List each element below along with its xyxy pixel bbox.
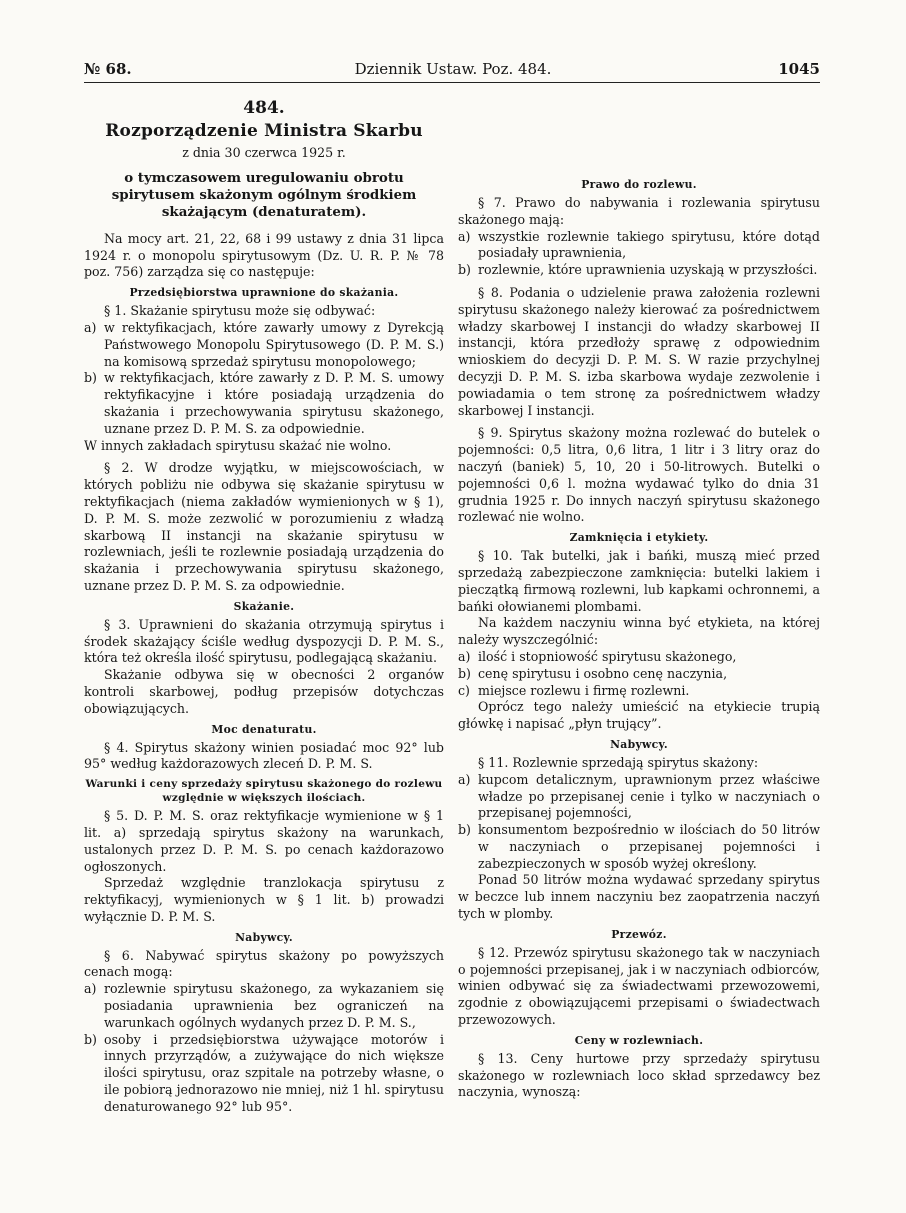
list-label: b) <box>458 822 471 838</box>
preamble: Na mocy art. 21, 22, 68 i 99 ustawy z dnia 31 lipca 1924 r. o monopolu spirytusowym (Dz. U. R. P. № 78 poz. 756) zarządza się co następuje: <box>84 230 444 280</box>
paragraph-6-intro: § 6. Nabywać spirytus skażony po powyższych cenach mogą: <box>84 947 444 980</box>
list-label: b) <box>458 665 471 681</box>
list-label: a) <box>84 981 97 997</box>
list-item <box>458 262 820 279</box>
list-item <box>458 229 820 263</box>
paragraph-2: § 2. W drodze wyjątku, w miejscowościach, w których pobliżu nie odbywa się skażanie spirytusu w rektyfikacjach (niema zakładów wymienionych w § 1), D. P. M. S. może zezwolić w porozumieniu z władzą skarbową II instancji na skażanie spirytusu w rozlewniach, jeśli te rozlewnie posiadają urządzenia do skażania i przechowywania spirytusu skażonego, uznane przez D. P. M. S. za odpowiednie. <box>84 460 444 593</box>
section-heading-buyers-1: Nabywcy. <box>235 930 293 944</box>
list-item <box>458 772 820 822</box>
section-heading-prices: Ceny w rozlewniach. <box>574 1033 704 1047</box>
paragraph-11-tail: Ponad 50 litrów można wydawać sprzedany spirytus w beczce lub innem naczyniu bez zaopatrzenia naczyń tych w plomby. <box>458 872 820 922</box>
paragraph-12: § 12. Przewóz spirytusu skażonego tak w naczyniach o pojemności przepisanej, jak i w naczyniach odbiorców, winien odbywać się za świadectwami przewozowemi, zgodnie z obowiązującemi przepisami o świadectwach przewozowych. <box>458 944 820 1028</box>
section-heading-transport: Przewóz. <box>611 927 667 941</box>
section-heading-strength: Moc denaturatu. <box>211 722 317 736</box>
list-item <box>84 320 444 370</box>
regulation-subject: o tymczasowem uregulowaniu obrotu spirytusem skażonym ogólnym środkiem skażającym (denaturatem). <box>111 169 417 220</box>
paragraph-10-a1: ilość i stopniowość spirytusu skażonego, <box>478 648 737 664</box>
list-item <box>84 370 444 437</box>
paragraph-1-a: w rektyfikacjach, które zawarły umowy z Dyrekcją Państwowego Monopolu Spirytusowego (D. P. M. S.) na komisową sprzedaż spirytusu monopolowego; <box>104 319 444 369</box>
section-heading-enterprises: Przedsiębiorstwa uprawnione do skażania. <box>129 286 399 300</box>
list-item <box>458 683 820 700</box>
paragraph-10-b1: cenę spirytusu i osobno cenę naczynia, <box>478 665 728 681</box>
paragraph-9: § 9. Spirytus skażony można rozlewać do butelek o pojemności: 0,5 litra, 0,6 litra, 1 litr i 3 litry oraz do naczyń (baniek) 5, 10, 20 i 50-litrowych. Butelki o pojemności 0,6 l. można wydawać tylko do dnia 31 grudnia 1925 r. Do innych naczyń spirytusu skażonego rozlewać nie wolno. <box>458 425 820 525</box>
paragraph-1-tail: W innych zakładach spirytusu skażać nie wolno. <box>84 437 392 453</box>
list-label: b) <box>458 262 471 278</box>
right-column <box>458 94 820 1204</box>
list-item <box>458 666 820 683</box>
paragraph-11-a: kupcom detalicznym, uprawnionym przez właściwe władze po przepisanej cenie i tylko w naczyniach o przepisanej pojemności, <box>478 771 820 821</box>
paragraph-6-a: rozlewnie spirytusu skażonego, za wykazaniem się posiadania uprawnienia bez ograniczeń na warunkach ogólnych wydanych przez D. P. M. S., <box>104 981 444 1030</box>
list-label: a) <box>84 319 97 335</box>
journal-issue-number: № 68. <box>84 60 132 78</box>
paragraph-7-b: rozlewnie, które uprawnienia uzyskają w przyszłości. <box>478 262 818 278</box>
section-heading-bottling: Prawo do rozlewu. <box>581 178 697 191</box>
paragraph-7-intro: § 7. Prawo do nabywania i rozlewania spirytusu skażonego mają: <box>458 195 820 227</box>
paragraph-4: § 4. Spirytus skażony winien posiadać moc 92° lub 95° według każdorazowych zleceń D. P. M. S. <box>84 739 444 772</box>
page-number: 1045 <box>778 60 820 78</box>
section-heading-denaturing: Skażanie. <box>233 599 295 613</box>
paragraph-10-c1: miejsce rozlewu i firmę rozlewni. <box>478 682 690 698</box>
paragraph-8: § 8. Podania o udzielenie prawa założenia rozlewni spirytusu skażonego należy kierować za pośrednictwem władzy skarbowej I instancji do władzy skarbowej II instancji, która przedłoży sprawę z odpowiednim wnioskiem do decyzji D. P. M. S. W razie przychylnej decyzji D. P. M. S. izba skarbowa wydaje zezwolenie i powiadamia o tem stronę za pośrednictwem władzy skarbowej I instancji. <box>458 284 820 418</box>
list-label: b) <box>84 1031 97 1047</box>
section-heading-buyers-2: Nabywcy. <box>610 737 668 751</box>
list-item <box>458 822 820 872</box>
list-item <box>458 649 820 666</box>
list-label: c) <box>458 682 470 698</box>
section-heading-terms: Warunki i ceny sprzedaży spirytusu skażonego do rozlewu względnie w większych ilościach. <box>85 778 443 804</box>
paragraph-10-c: Oprócz tego należy umieścić na etykiecie trupią główkę i napisać „płyn trujący”. <box>458 699 820 732</box>
left-column <box>84 94 444 1204</box>
paragraph-3-b: Skażanie odbywa się w obecności 2 organów kontroli skarbowej, podług przepisów dotychczas obowiązujących. <box>84 667 444 716</box>
regulation-number: 484. <box>243 98 285 118</box>
paragraph-10: § 10. Tak butelki, jak i bańki, muszą mieć przed sprzedażą zabezpieczone zamknięcia: butelki lakiem i pieczątką firmową rozlewni, lub kapkami ochronnemi, a bańki ołowianemi plombami. <box>458 548 820 614</box>
list-item <box>84 981 444 1031</box>
paragraph-1-intro: § 1. Skażanie spirytusu może się odbywać: <box>104 303 376 319</box>
list-label: a) <box>458 771 471 787</box>
section-heading-closures: Zamknięcia i etykiety. <box>569 531 709 545</box>
paragraph-7-a: wszystkie rozlewnie takiego spirytusu, które dotąd posiadały uprawnienia, <box>478 228 820 261</box>
list-item <box>84 1032 444 1116</box>
paragraph-10-b: Na każdem naczyniu winna być etykieta, na której należy wyszczególnić: <box>458 615 820 648</box>
paragraph-1-b: w rektyfikacjach, które zawarły z D. P. M. S. umowy rektyfikacyjne i które posiadają urządzenia do skażania i przechowywania spirytusu skażonego, uznane przez D. P. M. S. za odpowiednie. <box>104 370 444 436</box>
paragraph-5: § 5. D. P. M. S. oraz rektyfikacje wymienione w § 1 lit. a) sprzedają spirytus skażony na warunkach, ustalonych przez D. P. M. S. po cenach każdorazowo ogłoszonych. <box>84 808 444 874</box>
regulation-title: Rozporządzenie Ministra Skarbu <box>105 121 423 141</box>
paragraph-13: § 13. Ceny hurtowe przy sprzedaży spirytusu skażonego w rozlewniach loco skład sprzedawcy bez naczynia, wynoszą: <box>458 1050 820 1100</box>
paragraph-11-b: konsumentom bezpośrednio w ilościach do 50 litrów w naczyniach o przepisanej pojemności i zabezpieczonych w sposób wyżej określony. <box>478 822 820 871</box>
paragraph-3: § 3. Uprawnieni do skażania otrzymują spirytus i środek skażający ściśle według dyspozycji D. P. M. S., która też określa ilość spirytusu, podlegającą skażaniu. <box>84 616 444 666</box>
paragraph-5-b: Sprzedaż względnie tranzlokacja spirytusu z rektyfikacyj, wymienionych w § 1 lit. b) prowadzi wyłącznie D. P. M. S. <box>84 875 444 924</box>
regulation-date: z dnia 30 czerwca 1925 r. <box>182 145 346 160</box>
header-rule <box>84 82 820 83</box>
journal-title: Dziennik Ustaw. Poz. 484. <box>354 60 552 78</box>
paragraph-6-b: osoby i przedsiębiorstwa używające motorów i innych przyrządów, a zużywające do nich większe ilości spirytusu, oraz szpitale na potrzeby własne, o ile pobiorą jednorazowo nie mniej, niż 1 hl. spirytusu denaturowanego 92° lub 95°. <box>104 1031 444 1114</box>
list-label: b) <box>84 370 97 386</box>
list-label: a) <box>458 648 471 664</box>
list-label: a) <box>458 228 471 244</box>
paragraph-11-intro: § 11. Rozlewnie sprzedają spirytus skażony: <box>478 754 759 770</box>
